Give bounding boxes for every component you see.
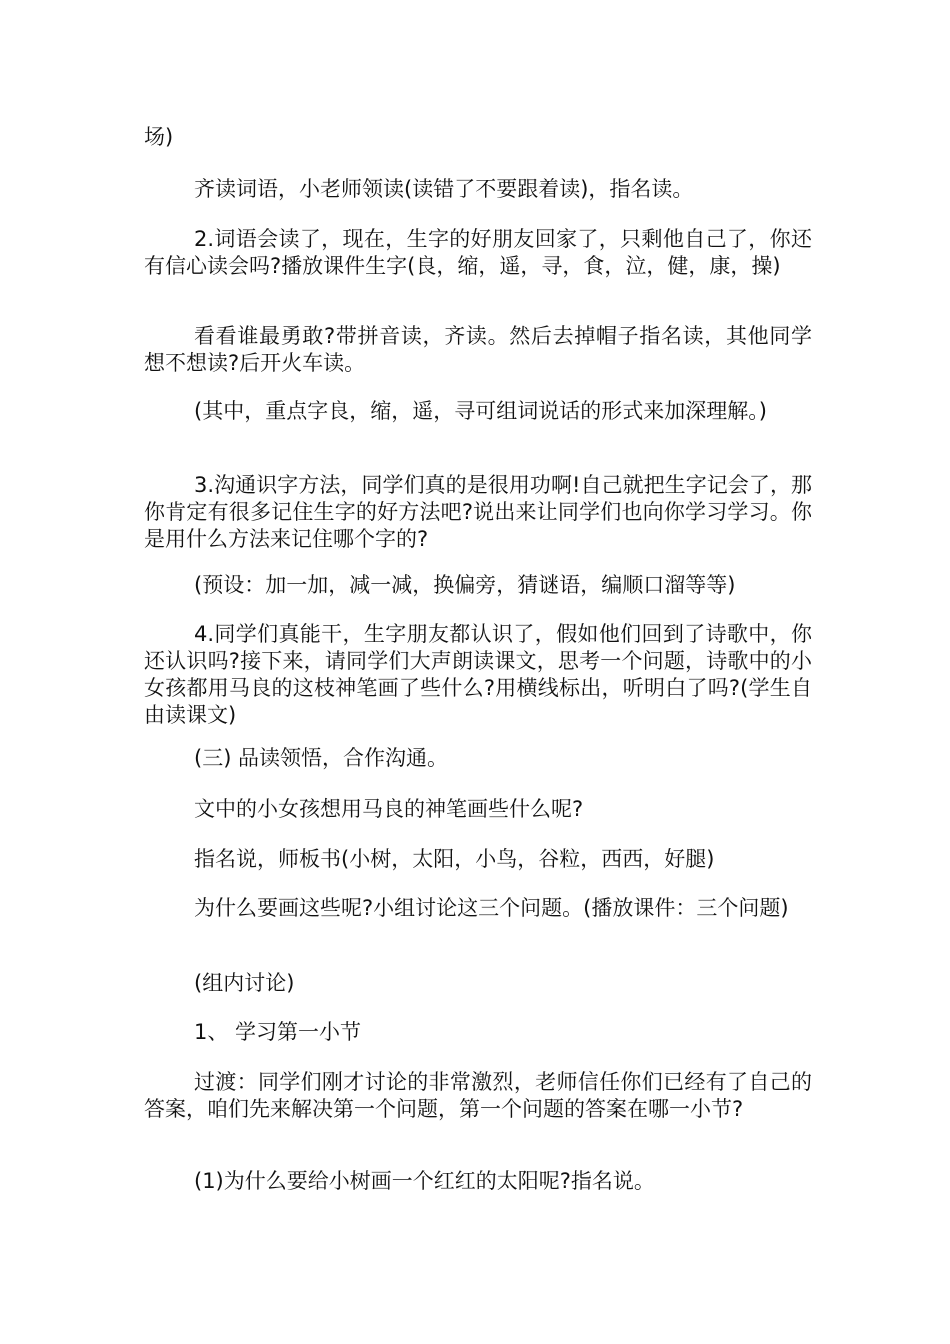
paragraph-9: 文中的小女孩想用马良的神笔画些什么呢? <box>194 797 584 821</box>
paragraph-1: 齐读词语，小老师领读(读错了不要跟着读)，指名读。 <box>194 177 694 201</box>
paragraph-14: 过渡：同学们刚才讨论的非常激烈，老师信任你们已经有了自己的答案，咱们先来解决第一个问题，第一个问题的答案在哪一小节? <box>144 1070 812 1121</box>
paragraph-11: 为什么要画这些呢?小组讨论这三个问题。(播放课件：三个问题) <box>194 896 789 920</box>
paragraph-5: 3.沟通识字方法，同学们真的是很用功啊!自己就把生字记会了，那你肯定有很多记住生字的好方法吧?说出来让同学们也向你学习学习。你是用什么方法来记住哪个字的? <box>144 473 812 551</box>
paragraph-2: 2.词语会读了，现在，生字的好朋友回家了，只剩他自己了，你还有信心读会吗?播放课件生字(良，缩，遥，寻，食，泣，健，康，操) <box>144 227 812 278</box>
paragraph-15: (1)为什么要给小树画一个红红的太阳呢?指名说。 <box>194 1169 655 1193</box>
paragraph-3: 看看谁最勇敢?带拼音读，齐读。然后去掉帽子指名读，其他同学想不想读?后开火车读。 <box>144 324 812 375</box>
paragraph-12: (组内讨论) <box>194 971 295 995</box>
paragraph-8: (三) 品读领悟，合作沟通。 <box>194 746 449 770</box>
paragraph-7: 4.同学们真能干，生字朋友都认识了，假如他们回到了诗歌中，你还认识吗?接下来，请同学们大声朗读课文，思考一个问题，诗歌中的小女孩都用马良的这枝神笔画了些什么?用横线标出，听明白了吗?(学生自由读课文) <box>144 622 812 727</box>
paragraph-10: 指名说，师板书(小树，太阳，小鸟，谷粒，西西，好腿) <box>194 847 715 871</box>
paragraph-4: (其中，重点字良，缩，遥，寻可组词说话的形式来加深理解。) <box>194 399 767 423</box>
paragraph-13: 1、 学习第一小节 <box>194 1020 362 1044</box>
paragraph-6: (预设：加一加，减一减，换偏旁，猜谜语，编顺口溜等等) <box>194 573 736 597</box>
paragraph-0: 场) <box>144 125 174 149</box>
